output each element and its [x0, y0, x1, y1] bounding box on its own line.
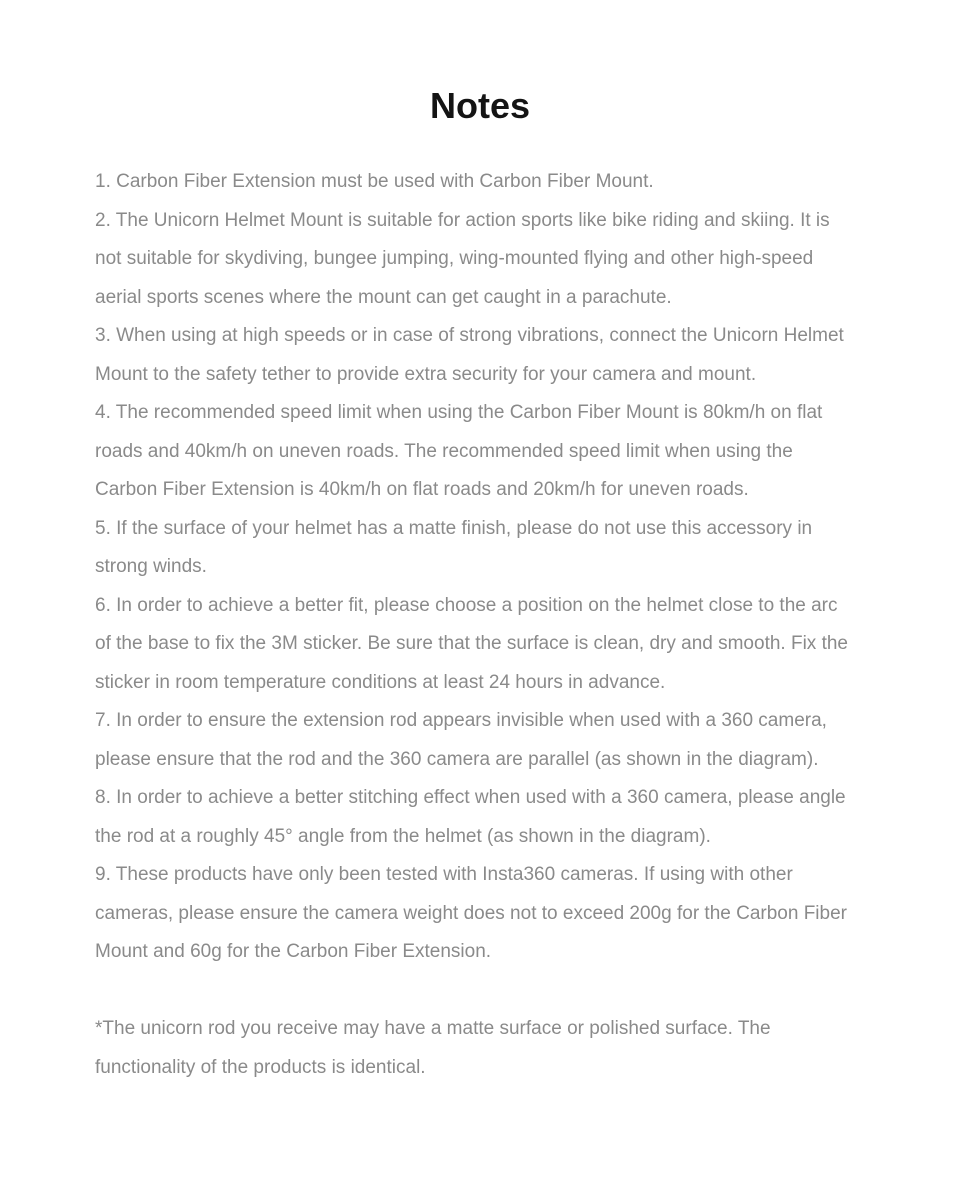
footnote-line: *The unicorn rod you receive may have a matte surface or polished surface. The	[95, 1018, 771, 1039]
note-item-8	[95, 779, 895, 856]
note-line: 2. The Unicorn Helmet Mount is suitable for action sports like bike riding and skiing. It is	[95, 209, 830, 231]
note-line: aerial sports scenes where the mount can get caught in a parachute.	[95, 286, 672, 308]
note-item-3	[95, 317, 895, 394]
note-line: 1. Carbon Fiber Extension must be used with Carbon Fiber Mount.	[95, 171, 654, 192]
note-line: Carbon Fiber Extension is 40km/h on flat roads and 20km/h for uneven roads.	[95, 479, 749, 500]
note-line: 6. In order to achieve a better fit, please choose a position on the helmet close to the arc	[95, 594, 838, 616]
note-item-1	[95, 163, 895, 202]
note-item-5	[95, 510, 895, 587]
note-line: 5. If the surface of your helmet has a matte finish, please do not use this accessory in	[95, 517, 813, 539]
note-item-4	[95, 394, 895, 510]
note-item-2	[95, 202, 895, 318]
note-item-7	[95, 702, 895, 779]
note-line: Mount to the safety tether to provide extra security for your camera and mount.	[95, 363, 757, 385]
notes-list	[95, 163, 895, 1087]
note-line: 8. In order to achieve a better stitching effect when used with a 360 camera, please angle	[95, 787, 846, 808]
note-line: 9. These products have only been tested with Insta360 cameras. If using with other	[95, 864, 793, 885]
note-line: please ensure that the rod and the 360 camera are parallel (as shown in the diagram).	[95, 748, 819, 770]
note-line: sticker in room temperature conditions at least 24 hours in advance.	[95, 671, 666, 693]
note-item-9	[95, 856, 895, 972]
note-line: 3. When using at high speeds or in case of strong vibrations, connect the Unicorn Helmet	[95, 325, 844, 346]
note-line: roads and 40km/h on uneven roads. The recommended speed limit when using the	[95, 440, 793, 462]
note-line: the rod at a roughly 45° angle from the helmet (as shown in the diagram).	[95, 825, 711, 847]
note-line: cameras, please ensure the camera weight does not to exceed 200g for the Carbon Fiber	[95, 902, 847, 924]
note-line: of the base to fix the 3M sticker. Be sure that the surface is clean, dry and smooth. Fix the	[95, 633, 848, 654]
page-title: Notes	[429, 85, 531, 126]
note-line: strong winds.	[95, 556, 207, 577]
footnote-line: functionality of the products is identical.	[95, 1056, 426, 1078]
note-line: not suitable for skydiving, bungee jumping, wing-mounted flying and other high-speed	[95, 248, 814, 269]
note-line: 4. The recommended speed limit when using the Carbon Fiber Mount is 80km/h on flat	[95, 402, 823, 423]
note-line: 7. In order to ensure the extension rod appears invisible when used with a 360 camera,	[95, 710, 827, 731]
note-line: Mount and 60g for the Carbon Fiber Extension.	[95, 941, 492, 962]
footnote	[95, 1010, 895, 1087]
note-item-6	[95, 587, 895, 703]
